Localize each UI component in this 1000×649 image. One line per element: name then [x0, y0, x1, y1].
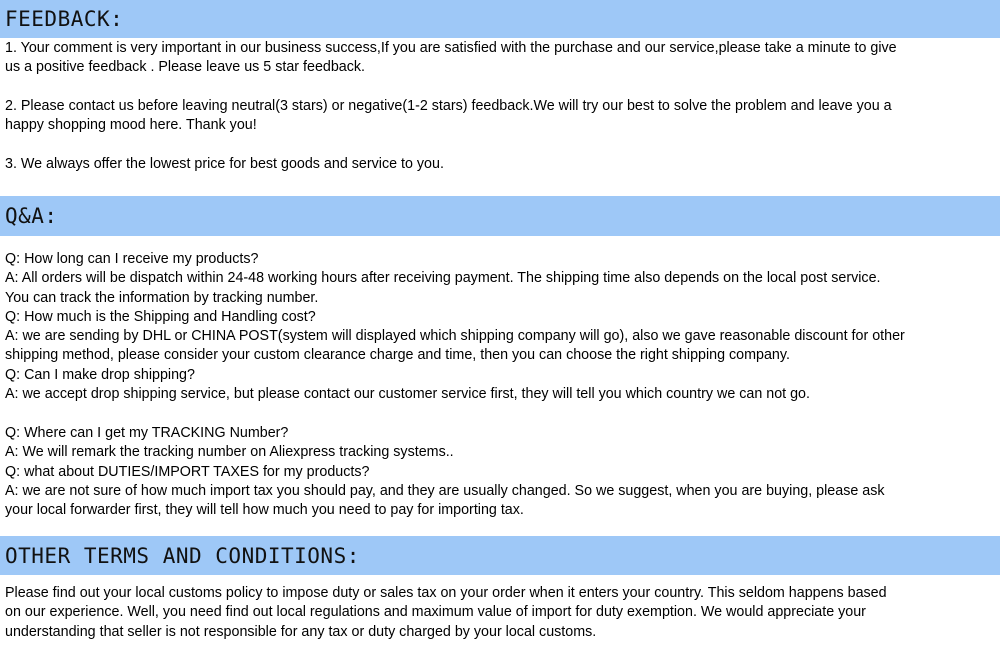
qa-answer: A: we are sending by DHL or CHINA POST(system will displayed which shipping company will go), also we gave reasonable discount for other	[5, 328, 905, 345]
terms-heading: OTHER TERMS AND CONDITIONS:	[5, 543, 360, 568]
feedback-item-2-line-1: 2. Please contact us before leaving neutral(3 stars) or negative(1-2 stars) feedback.We will try our best to solve the problem and leave you a	[5, 98, 892, 114]
feedback-item-3	[5, 155, 997, 174]
qa-question: Q: How much is the Shipping and Handling cost?	[5, 308, 316, 325]
terms-paragraph	[5, 584, 997, 642]
terms-heading-band	[0, 536, 1000, 575]
qa-answer: A: We will remark the tracking number on Aliexpress tracking systems..	[5, 444, 454, 461]
qa-question: Q: How long can I receive my products?	[5, 251, 259, 267]
qa-answer-cont: shipping method, please consider your custom clearance charge and time, then you can choose the right shipping company.	[5, 347, 790, 364]
terms-line-2: on our experience. Well, you need find out local regulations and maximum value of import for duty exemption. We would appreciate your	[5, 604, 866, 621]
feedback-heading: FEEDBACK:	[5, 7, 124, 31]
qa-question: Q: Can I make drop shipping?	[5, 366, 195, 383]
qa-question: Q: Where can I get my TRACKING Number?	[5, 425, 289, 441]
feedback-heading-band	[0, 0, 1000, 38]
qa-answer: A: we accept drop shipping service, but please contact our customer service first, they will tell you which country we can not go.	[5, 386, 810, 403]
terms-line-1: Please find out your local customs policy to impose duty or sales tax on your order when it enters your country. This seldom happens based	[5, 585, 887, 601]
qa-answer: A: All orders will be dispatch within 24-48 working hours after receiving payment. The shipping time also depends on the local post service.	[5, 270, 881, 287]
feedback-item-1-line-1: 1. Your comment is very important in our business success,If you are satisfied with the purchase and our service,please take a minute to give	[5, 40, 897, 56]
qa-answer-cont: You can track the information by tracking number.	[5, 289, 319, 306]
terms-line-3: understanding that seller is not responsible for any tax or duty charged by your local customs.	[5, 623, 597, 640]
qa-block-1	[5, 250, 997, 404]
feedback-item-1	[5, 39, 997, 78]
qa-heading-band	[0, 196, 1000, 236]
feedback-item-3-line-1: 3. We always offer the lowest price for best goods and service to you.	[5, 156, 444, 172]
feedback-item-2	[5, 97, 997, 136]
qa-answer-cont: your local forwarder first, they will tell how much you need to pay for importing tax.	[5, 502, 524, 519]
qa-question: Q: what about DUTIES/IMPORT TAXES for my products?	[5, 463, 370, 480]
qa-block-2	[5, 424, 997, 520]
qa-heading: Q&A:	[5, 204, 58, 228]
feedback-item-2-line-2: happy shopping mood here. Thank you!	[5, 117, 257, 134]
feedback-item-1-line-2: us a positive feedback . Please leave us 5 star feedback.	[5, 59, 366, 76]
qa-answer: A: we are not sure of how much import tax you should pay, and they are usually changed. So we suggest, when you are buying, please ask	[5, 482, 885, 499]
